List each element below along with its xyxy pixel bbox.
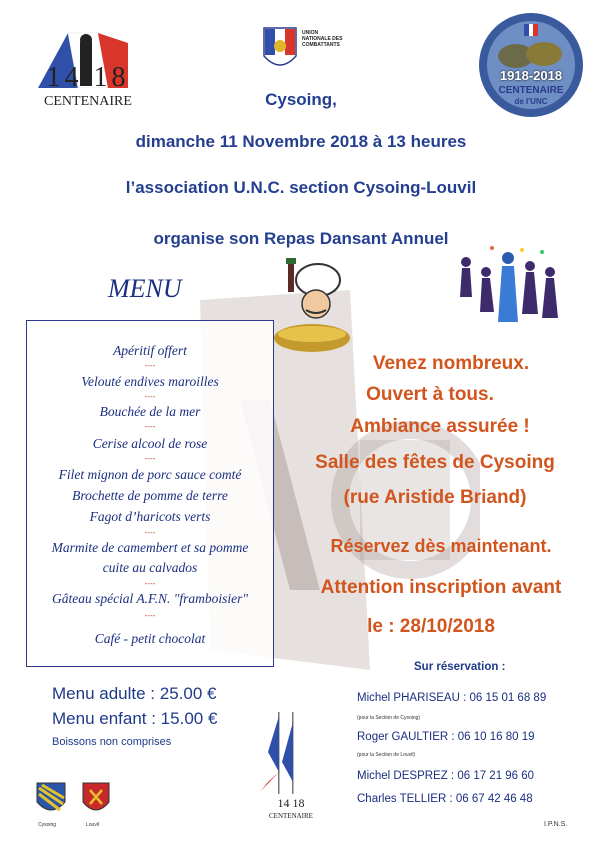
contact-2-note: (pour la Section de Louvil)	[357, 752, 416, 758]
cysoing-crest-icon	[36, 782, 66, 818]
contact-1: Michel PHARISEAU : 06 15 01 68 89	[357, 692, 547, 704]
menu-separator: ----	[144, 579, 156, 588]
menu-item: Cerise alcool de rose	[92, 436, 208, 451]
footer-logo-label: CENTENAIRE	[269, 812, 313, 820]
info-line-6: Réservez dès maintenant.	[330, 536, 552, 556]
logo-left-number: 14 18	[46, 62, 130, 93]
menu-item: cuite au calvados	[102, 560, 198, 575]
footer-logo-number: 14 18	[277, 796, 305, 810]
header-line-3: l’association U.N.C. section Cysoing-Louvil	[125, 178, 477, 197]
unc-label: UNION NATIONALE DES COMBATTANTS	[302, 30, 343, 48]
ipns-label: I.P.N.S.	[544, 821, 568, 828]
cysoing-label: Cysoing	[38, 822, 57, 828]
logo-right-label1: CENTENAIRE	[498, 85, 564, 96]
info-line-4: Salle des fêtes de Cysoing	[315, 452, 555, 473]
unc-shield-icon	[262, 26, 298, 74]
info-line-5: (rue Aristide Briand)	[343, 487, 527, 508]
drinks-note: Boissons non comprises	[52, 736, 172, 748]
contact-4: Charles TELLIER : 06 67 42 46 48	[357, 793, 533, 805]
header-line-1: Cysoing,	[265, 90, 337, 109]
menu-separator: ----	[144, 392, 156, 401]
info-line-8: le : 28/10/2018	[367, 616, 495, 637]
menu-separator: ----	[144, 422, 156, 431]
contact-1-note: (pour la Section de Cysoing)	[357, 715, 421, 721]
menu-separator: ----	[144, 361, 156, 370]
reservation-title: Sur réservation :	[414, 661, 506, 673]
price-child: Menu enfant : 15.00 €	[52, 709, 218, 728]
logo-right-years: 1918-2018	[499, 68, 563, 83]
menu-item: Fagot d’haricots verts	[89, 509, 211, 524]
menu-box	[26, 320, 274, 667]
menu-item: Café - petit chocolat	[94, 631, 206, 646]
unc-logo	[262, 22, 346, 76]
menu-item: Velouté endives maroilles	[81, 374, 219, 389]
price-adult: Menu adulte : 25.00 €	[52, 684, 217, 703]
menu-item: Gâteau spécial A.F.N. "framboisier"	[51, 591, 249, 606]
menu-separator: ----	[144, 454, 156, 463]
menu-item: Filet mignon de porc sauce comté	[58, 467, 242, 482]
menu-item: Marmite de camembert et sa pomme	[51, 540, 249, 555]
chef-illustration-icon	[266, 252, 356, 356]
header-line-2: dimanche 11 Novembre 2018 à 13 heures	[135, 132, 467, 151]
louvil-label: Louvil	[86, 822, 100, 828]
louvil-crest-icon	[82, 782, 110, 818]
dancers-illustration-icon	[452, 242, 564, 334]
menu-separator: ----	[144, 611, 156, 620]
flags-icon	[258, 712, 324, 794]
info-line-3: Ambiance assurée !	[350, 416, 530, 437]
logo-right-label2: de l'UNC	[514, 97, 548, 106]
menu-item: Apéritif offert	[113, 343, 187, 358]
info-line-1: Venez nombreux.	[372, 353, 530, 374]
info-line-7: Attention inscription avant	[320, 577, 562, 598]
menu-item: Bouchée de la mer	[99, 404, 201, 419]
centenaire-logo-footer	[258, 712, 324, 830]
menu-title: MENU	[108, 274, 182, 303]
menu-item: Brochette de pomme de terre	[72, 488, 228, 503]
contact-3: Michel DESPREZ : 06 17 21 96 60	[357, 770, 535, 782]
menu-separator: ----	[144, 528, 156, 537]
info-line-2: Ouvert à tous.	[366, 384, 494, 405]
contact-2: Roger GAULTIER : 06 10 16 80 19	[357, 731, 535, 743]
logo-left-label: CENTENAIRE	[44, 94, 132, 109]
header-line-4: organise son Repas Dansant Annuel	[153, 229, 449, 248]
